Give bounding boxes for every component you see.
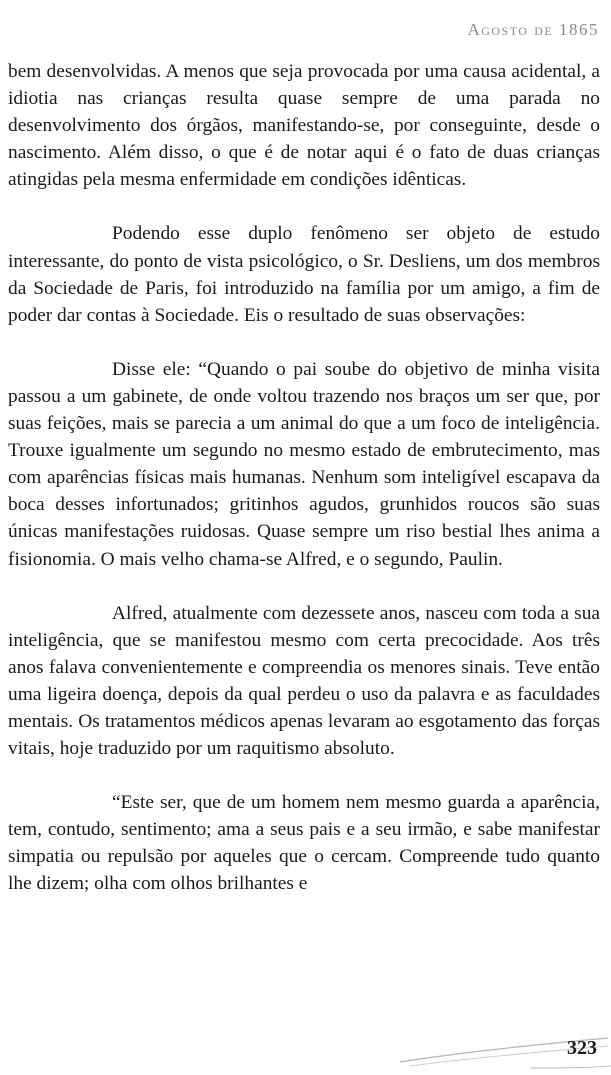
page-body bbox=[8, 58, 600, 898]
running-header: Agosto de 1865 bbox=[467, 20, 599, 39]
paragraph-3: Disse ele: “Quando o pai soube do objetivo de minha visita passou a um gabinete, de onde voltou trazendo nos braços um ser que, por suas feições, mais se parecia a um animal do que a um foco de inteligência. Trouxe igualmente um segundo no mesmo estado de embrutecimento, mas com aparências físicas mais humanas. Nenhum som inteligível escapava da boca desses infortunados; gritinhos agudos, grunhidos roucos são suas únicas manifestações ruidosas. Quase sempre um riso bestial lhes anima a fisionomia. O mais velho chama-se Alfred, e o segundo, Paulin. bbox=[8, 358, 600, 570]
paragraph-2: Podendo esse duplo fenômeno ser objeto de estudo interessante, do ponto de vista psicológico, o Sr. Desliens, um dos membros da Sociedade de Paris, foi introduzido na família por um amigo, a fim de poder dar contas à Sociedade. Eis o resultado de suas observações: bbox=[8, 223, 600, 326]
paragraph-4: Alfred, atualmente com dezessete anos, nasceu com toda a sua inteligência, que se manifestou mesmo com certa precocidade. Aos três anos falava convenientemente e compreendia os menores sinais. Teve então uma ligeira doença, depois da qual perdeu o uso da palavra e as faculdades mentais. Os tratamentos médicos apenas levaram ao esgotamento das forças vitais, hoje traduzido por um raquitismo absoluto. bbox=[8, 602, 600, 760]
page-number: 323 bbox=[567, 1037, 597, 1059]
paragraph-1: bem desenvolvidas. A menos que seja provocada por uma causa acidental, a idiotia nas crianças resulta quase sempre de uma parada no desenvolvimento dos órgãos, manifestando-se, por conseguinte, desde o nascimento. Além disso, o que é de notar aqui é o fato de duas crianças atingidas pela mesma enfermidade em condições idênticas. bbox=[8, 61, 600, 191]
paragraph-5: “Este ser, que de um homem nem mesmo guarda a aparência, tem, contudo, sentimento; ama a seus pais e a seu irmão, e sabe manifestar simpatia ou repulsão por aqueles que o cercam. Compreende tudo quanto lhe dizem; olha com olhos brilhantes e bbox=[8, 792, 600, 895]
